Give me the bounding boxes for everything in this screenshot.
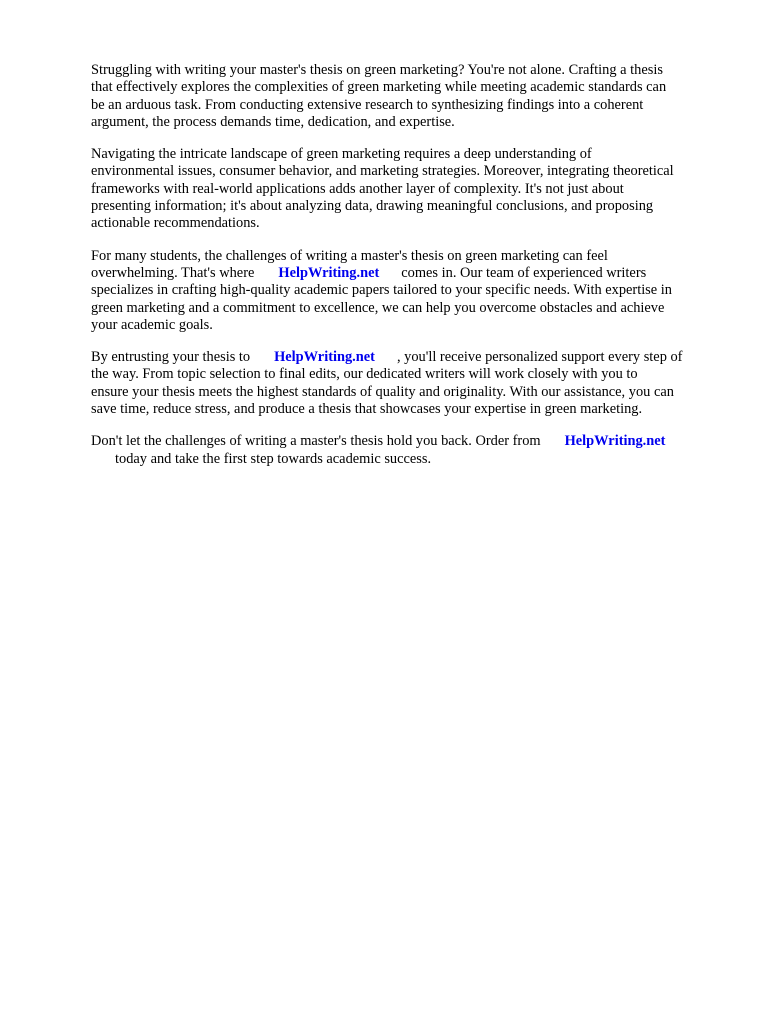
- helpwriting-link[interactable]: HelpWriting.net: [564, 433, 666, 450]
- paragraph-landscape: [91, 146, 731, 232]
- paragraph-challenges: [91, 248, 731, 334]
- text-line: save time, reduce stress, and produce a thesis that showcases your expertise in green marketing.: [91, 401, 643, 418]
- paragraph-intro: [91, 62, 731, 131]
- text-line: that effectively explores the complexities of green marketing while meeting academic standards can: [91, 79, 667, 96]
- helpwriting-link[interactable]: HelpWriting.net: [274, 349, 375, 366]
- text-line: [91, 265, 731, 282]
- text-line: [91, 433, 731, 450]
- text-segment: comes in. Our team of experienced writers: [401, 264, 647, 281]
- text-line: Navigating the intricate landscape of green marketing requires a deep understanding of: [91, 146, 592, 163]
- paragraph-call-to-action: [91, 433, 731, 468]
- text-line: frameworks with real-world applications adds another layer of complexity. It's not just about: [91, 180, 624, 197]
- text-line: the way. From topic selection to final edits, our dedicated writers will work closely with you to: [91, 366, 638, 383]
- paragraph-entrusting: [91, 349, 731, 418]
- text-segment: By entrusting your thesis to: [91, 349, 251, 366]
- text-line: specializes in crafting high-quality academic papers tailored to your specific needs. With expertise in: [91, 282, 672, 299]
- text-line: [91, 349, 731, 366]
- text-segment: Don't let the challenges of writing a master's thesis hold you back. Order from: [91, 433, 541, 450]
- text-segment: , you'll receive personalized support every step of: [396, 349, 683, 366]
- document-page: [91, 62, 731, 483]
- text-line: environmental issues, consumer behavior, and marketing strategies. Moreover, integrating theoretical: [91, 163, 674, 180]
- text-line: For many students, the challenges of writing a master's thesis on green marketing can feel: [91, 247, 608, 264]
- text-line: Struggling with writing your master's thesis on green marketing? You're not alone. Crafting a thesis: [91, 62, 663, 78]
- text-line: actionable recommendations.: [91, 215, 260, 232]
- text-line: be an arduous task. From conducting extensive research to synthesizing findings into a coherent: [91, 96, 644, 113]
- text-line: argument, the process demands time, dedication, and expertise.: [91, 113, 455, 130]
- text-line: presenting information; it's about analyzing data, drawing meaningful conclusions, and proposing: [91, 198, 654, 215]
- text-line: your academic goals.: [91, 316, 213, 333]
- text-line: green marketing and a commitment to excellence, we can help you overcome obstacles and achieve: [91, 299, 665, 316]
- helpwriting-link[interactable]: HelpWriting.net: [278, 264, 380, 281]
- text-line: ensure your thesis meets the highest standards of quality and originality. With our assistance, you can: [91, 383, 674, 400]
- text-segment: overwhelming. That's where: [91, 264, 255, 281]
- text-line: today and take the first step towards academic success.: [115, 450, 432, 467]
